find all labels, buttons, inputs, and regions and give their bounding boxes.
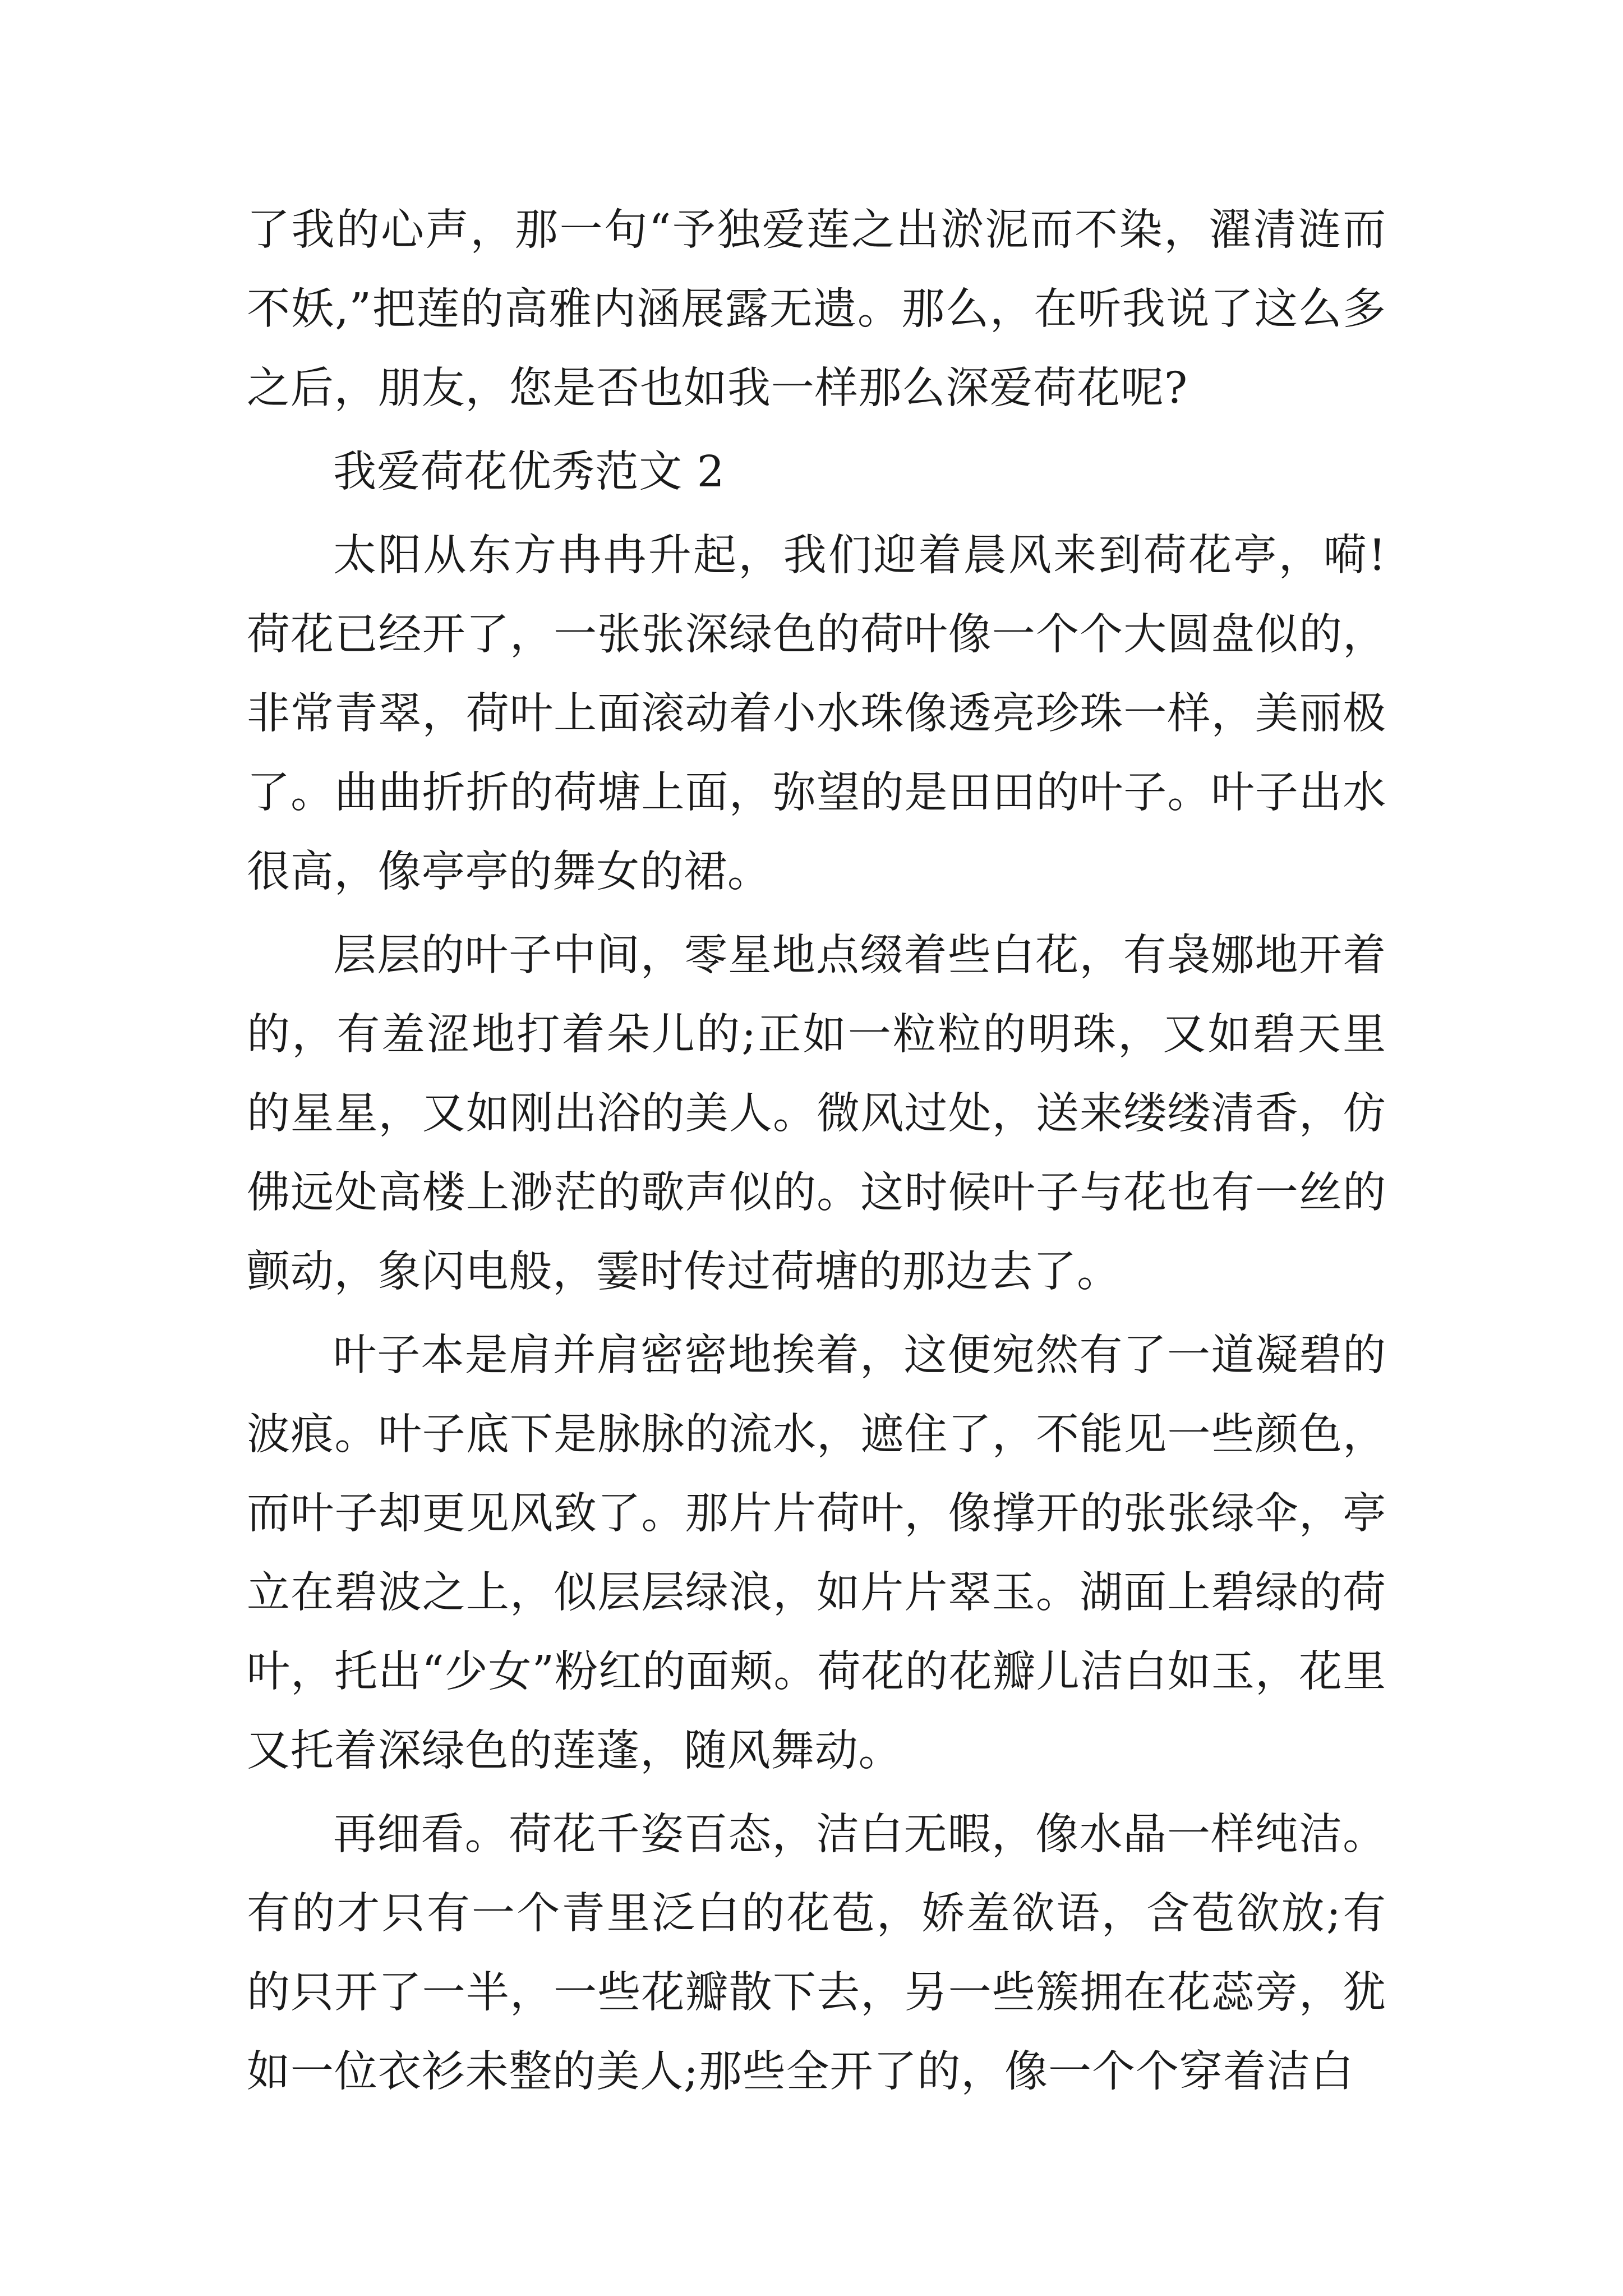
section-title: 我爱荷花优秀范文 2 <box>333 447 725 497</box>
paragraph-2: 层层的叶子中间，零星地点缀着些白花，有袅娜地开着的，有羞涩地打着朵儿的;正如一粒粒的明珠，又如碧天里的星星，又如刚出浴的美人。微风过处，送来缕缕清香，仿佛远处高楼上渺茫的歌声似的。这时候叶子与花也有一丝的颤动，象闪电般，霎时传过荷塘的那边去了。 <box>247 931 1386 1297</box>
paragraph-1: 太阳从东方冉冉升起，我们迎着晨风来到荷花亭，嗬!荷花已经开了，一张张深绿色的荷叶像一个个大圆盘似的，非常青翠，荷叶上面滚动着小水珠像透亮珍珠一样，美丽极了。曲曲折折的荷塘上面，弥望的是田田的叶子。叶子出水很高，像亭亭的舞女的裙。 <box>247 531 1386 897</box>
paragraph-3: 叶子本是肩并肩密密地挨着，这便宛然有了一道凝碧的波痕。叶子底下是脉脉的流水，遮住了，不能见一些颜色，而叶子却更见风致了。那片片荷叶，像撑开的张张绿伞，亭立在碧波之上，似层层绿浪，如片片翠玉。湖面上碧绿的荷叶，托出“少女”粉红的面颊。荷花的花瓣儿洁白如玉，花里又托着深绿色的莲蓬，随风舞动。 <box>247 1331 1386 1776</box>
document-body <box>247 191 1386 2116</box>
paragraph-4: 再细看。荷花千姿百态，洁白无暇，像水晶一样纯洁。有的才只有一个青里泛白的花苞，娇羞欲语，含苞欲放;有的只开了一半，一些花瓣散下去，另一些簇拥在花蕊旁，犹如一位衣衫未整的美人;那些全开了的，像一个个穿着洁白 <box>247 1810 1386 2097</box>
continuation-paragraph: 了我的心声，那一句“予独爱莲之出淤泥而不染，濯清涟而不妖,”把莲的高雅内涵展露无遗。那么，在听我说了这么多之后，朋友，您是否也如我一样那么深爱荷花呢? <box>247 205 1386 413</box>
